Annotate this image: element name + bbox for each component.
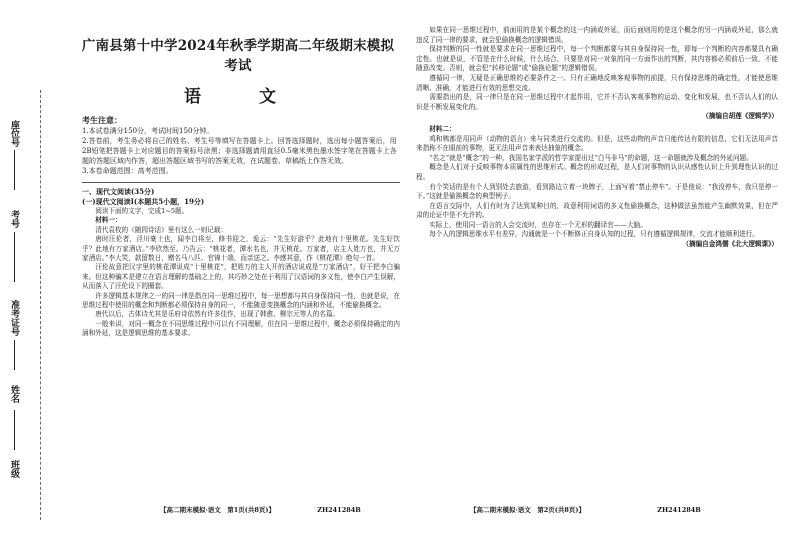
- subsection-heading: (一)现代文阅读Ⅰ(本题共5小题，19分): [82, 197, 205, 206]
- section-heading: 一、现代文阅读(35分): [82, 187, 155, 196]
- left-doc-id: ZH241284B: [317, 506, 361, 514]
- class-label: 班级: [9, 460, 19, 478]
- source-citation: （摘编自金鸿儒《北大逻辑课》）: [682, 240, 778, 249]
- paragraph: 概念是人们对于反映事物本质属性的思维形式。概念的形成过程，是人们对事物的认识从感性认识上升到理性认识的过程。: [416, 163, 778, 181]
- exam-title: 广南县第十中学2024年秋季学期高二年级期末模拟考试: [81, 38, 395, 74]
- left-page: [62, 22, 400, 339]
- paragraph: 如果在同一思维过程中，前面用的是某个概念的这一内涵或外延，而后面则用的是这个概念的另一内涵或外延，那么就违反了同一律的要求，就会犯偷换概念的逻辑错误。: [416, 26, 778, 44]
- instruction: 阅读下面的文字，完成1~5题。: [95, 207, 189, 215]
- name-line: [14, 410, 15, 450]
- paragraph: 有个笑话的是有个人到别处去旅游，看到路边立着一块牌子，上面写着“禁止停车”。于是他说：“我没停车，我只是停一下。”这就是偷换概念的典型例子。: [416, 182, 778, 201]
- name-label: 姓名: [9, 385, 19, 403]
- paragraph: 实际上，使用同一语言的人会交流时，也存在一个无形的翻译官——大脑。: [429, 220, 647, 229]
- paragraph: 清代袁枚的《随园诗话》里有这么一则记载：: [95, 225, 228, 234]
- right-page: [416, 26, 778, 250]
- right-footer: [470, 505, 701, 514]
- binding-dashed-line: [40, 90, 41, 520]
- ticket-no-label: 准考证号: [9, 300, 19, 336]
- paragraph: 一般来讲，对同一概念在不同思维过程中可以有不同理解，但在同一思维过程中，概念必须保持确定的内涵和外延，这是逻辑思维的基本要求。: [82, 319, 400, 338]
- paragraph: 唐时汪伦者，泾川豪士也，闻李白将至，修书迎之，诡云：“先生好游乎？此地有十里桃花。先生好饮乎？此地有万家酒店。”李欣然至。乃告云：“桃花者，潭水名也，并无桃花。万家者，店主人姓万也，并无万家酒店。”李大笑，款留数日，赠名马八匹、官锦十端，而亲送之。李感其意，作《桃花潭》绝句一首。: [82, 235, 400, 263]
- divider: [82, 182, 400, 183]
- paragraph: 需要指出的是，同一律只是在同一思维过程中才起作用，它并不否认客观事物的运动、变化和发展，也不否认人们的认识是不断发展变化的。: [416, 93, 778, 111]
- material-label: 材料一：: [95, 216, 122, 225]
- paragraph: 每个人的逻辑思维水平有差异，沟通就是一个不断修正自身认知的过程，只有遵循逻辑规律，交流才能顺利进行。: [429, 230, 759, 239]
- exam-no-line: [14, 232, 15, 282]
- left-footer: [160, 505, 361, 514]
- paragraph: 在语言交际中，人们有时为了达到某种目的，故意利用词语的多义性偷换概念，这种做法虽然能产生幽默效果，但在严肃的论证中是不允许的。: [416, 201, 778, 220]
- paragraph: 保持判断的同一性就是要求在同一思维过程中，每一个判断都要与其自身保持同一性，即每一个判断的内容都要具有确定性。也就是说，不管是在什么时候，什么场合，只要是对同一对象的同一方面作出的判断，其内容都必须前后一致，不能随意改变。否则，就会犯“转移论题”或“偷换论题”的逻辑错误。: [416, 45, 778, 73]
- right-body-text: [416, 26, 778, 250]
- subject-title: 语 文: [184, 87, 302, 107]
- paragraph: 鸡和鸭都是用同声（动物的语言）来与同类进行交流的。但是，这些动物的声音只能传达有限的信息，它们无法用声音来指称不在眼前的事物，更无法用声音来表达抽象的概念。: [416, 134, 778, 153]
- left-page-code: 【高二期末模拟·语文 第1页(共8页)】: [160, 506, 275, 514]
- ticket-no-line: [14, 340, 15, 370]
- right-doc-id: ZH241284B: [657, 506, 701, 514]
- left-body-text: [82, 207, 400, 339]
- notice-item: 1.本试卷满分150分，考试时间150分钟。: [82, 127, 214, 135]
- source-citation: （摘编自胡莲《逻辑学》）: [702, 112, 778, 121]
- paragraph: 许多逻辑基本规律之一的同一律是指在同一思维过程中，每一思想都与其自身保持同一性，也就是说，在思维过程中使用的概念和判断都必须保持自身的同一，不能随意变换概念的内涵和外延，不能偷换概念。: [82, 291, 400, 310]
- seat-line: [14, 150, 15, 190]
- paragraph: 唐代以后，古体诗尤其是乐府诗依然有许多佳作，出现了韩愈、柳宗元等人的名篇。: [95, 310, 340, 319]
- notice-heading: 考生注意：: [82, 115, 122, 125]
- binding-strip: [0, 0, 62, 543]
- exam-no-label: 考号: [9, 210, 19, 228]
- paragraph: 汪伦故意把汉字里的桃花潭说成“十里桃花”，把姓万的主人开的酒店说成是“万家酒店”，好干把李白骗来。但这种骗术是建立在语言理解的基础之上的，其巧妙之处在于利用了汉语词的多义性，使李白产生误解，从而落入了汪伦设下的圈套。: [82, 263, 400, 291]
- right-page-code: 【高二期末模拟·语文 第2页(共8页)】: [470, 506, 585, 514]
- exam-notice: [82, 115, 400, 176]
- notice-item: 3.本卷命题范围：高考范围。: [82, 167, 173, 175]
- seat-label: 座位号: [9, 120, 19, 147]
- material-label: 材料二：: [429, 124, 456, 133]
- notice-item: 2.答卷前，考生务必将自己的姓名、考生号等填写在答题卡上。回答选择题时，选出每小题答案后，用2B铅笔把答题卡上对应题目的答案标号涂黑；非选择题请用直径0.5毫米黑色墨水签字笔在答题卡上各题的答题区域内作答，超出答题区域书写的答案无效，在试题卷、草稿纸上作答无效。: [82, 137, 397, 165]
- paragraph: 遵循同一律，无疑是正确思维的必要条件之一。只有正确地反映客观事物的前提，只有保持思维的确定性，才能使思维清晰、准确，才能进行有效的思想交流。: [416, 73, 778, 92]
- paragraph: “名之”就是“概念”的一种。我国名家学派的哲学家提出过“白马非马”的命题，这一命题就涉及概念的外延问题。: [429, 153, 753, 162]
